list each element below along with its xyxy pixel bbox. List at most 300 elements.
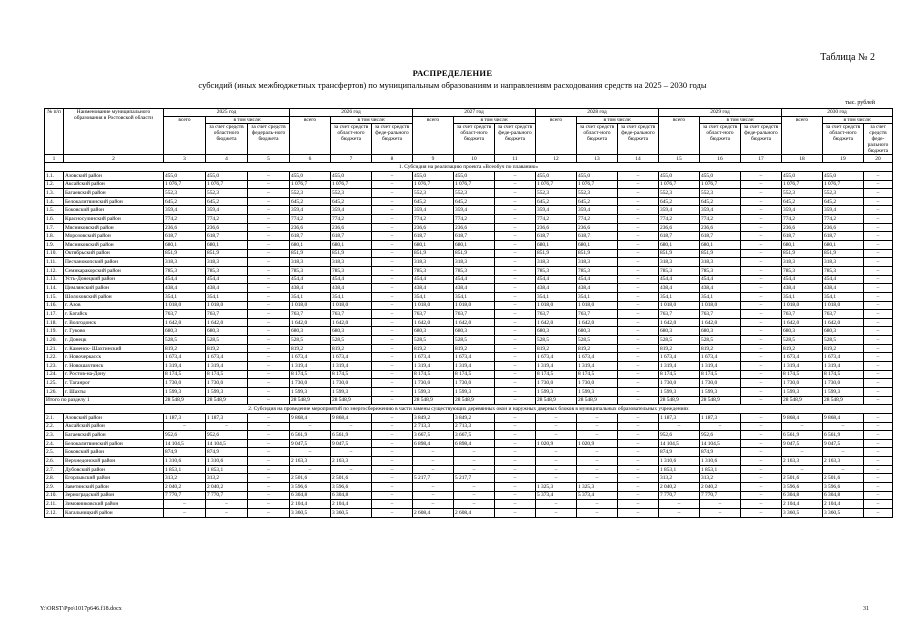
amount-cell: – — [413, 457, 454, 466]
municipality-name: г. Батайск — [64, 310, 164, 319]
table-row — [45, 344, 893, 353]
amount-total: 680,3 — [290, 327, 331, 336]
total-regional: 28 548,9 — [331, 396, 372, 405]
amount-total: 1 730,0 — [164, 379, 206, 388]
amount-federal: – — [618, 232, 659, 241]
header-year: 2029 год — [659, 109, 782, 117]
row-number: 1.10. — [45, 249, 64, 258]
amount-cell: – — [536, 422, 577, 431]
amount-total: 454,4 — [659, 275, 700, 284]
municipality-name: Семикаракорский район — [64, 266, 164, 275]
amount-federal: – — [248, 171, 290, 180]
amount-regional: 454,4 — [206, 275, 248, 284]
total-federal: – — [741, 396, 782, 405]
amount-regional: 1 599,3 — [577, 387, 618, 396]
amount-total: 1 018,0 — [782, 301, 823, 310]
amount-cell: 3 360,5 — [290, 508, 331, 517]
amount-cell: – — [864, 413, 893, 422]
amount-federal: – — [741, 387, 782, 396]
amount-cell: 2 040,2 — [164, 482, 206, 491]
amount-cell: 2 608,4 — [413, 508, 454, 517]
amount-total: 1 018,0 — [659, 301, 700, 310]
amount-total: 1 730,0 — [536, 379, 577, 388]
amount-total: 680,1 — [536, 241, 577, 250]
amount-total: 1 599,3 — [782, 387, 823, 396]
amount-cell: 9 868,4 — [290, 413, 331, 422]
amount-cell: – — [495, 457, 536, 466]
amount-regional: 354,1 — [331, 292, 372, 301]
row-number: 1.21. — [45, 344, 64, 353]
amount-regional: 354,1 — [823, 292, 864, 301]
amount-federal: – — [248, 387, 290, 396]
amount-federal: – — [618, 249, 659, 258]
amount-cell: – — [372, 448, 413, 457]
amount-total: 354,1 — [782, 292, 823, 301]
amount-federal: – — [495, 353, 536, 362]
amount-federal: – — [618, 223, 659, 232]
amount-federal: – — [741, 189, 782, 198]
document-subtitle: субсидий (иных межбюджетных трансфертов) по муниципальным образованиям и направлениям расходования средств на 2025 – 2030 годы — [198, 80, 707, 90]
amount-federal: – — [495, 258, 536, 267]
row-number: 1.24. — [45, 370, 64, 379]
amount-cell: – — [495, 439, 536, 448]
amount-total: 1 018,0 — [536, 301, 577, 310]
amount-total: 1 319,4 — [164, 362, 206, 371]
amount-regional: 318,3 — [206, 258, 248, 267]
amount-cell: – — [741, 422, 782, 431]
amount-cell: – — [864, 474, 893, 483]
amount-total: 1 642,0 — [659, 318, 700, 327]
table-row — [45, 491, 893, 500]
amount-cell: 6 561,9 — [290, 431, 331, 440]
amount-federal: – — [372, 387, 413, 396]
amount-federal: – — [618, 284, 659, 293]
amount-regional: 1 319,4 — [577, 362, 618, 371]
amount-cell: – — [700, 500, 741, 509]
table-row — [45, 318, 893, 327]
amount-regional: 851,9 — [454, 249, 495, 258]
amount-total: 354,1 — [659, 292, 700, 301]
table-header — [45, 109, 893, 163]
amount-cell: – — [782, 465, 823, 474]
total-amount: 28 548,9 — [782, 396, 823, 405]
amount-federal: – — [864, 171, 893, 180]
municipality-name: г. Каменск- Шахтинский — [64, 344, 164, 353]
amount-federal: – — [372, 310, 413, 319]
amount-cell: – — [618, 491, 659, 500]
amount-federal: – — [741, 275, 782, 284]
amount-total: 774,2 — [782, 215, 823, 224]
amount-federal: – — [741, 197, 782, 206]
amount-federal: – — [248, 223, 290, 232]
amount-total: 1 076,7 — [659, 180, 700, 189]
amount-total: 1 319,4 — [659, 362, 700, 371]
amount-cell: 2 104,4 — [782, 500, 823, 509]
amount-cell: 2 163,3 — [331, 457, 372, 466]
amount-regional: 785,3 — [577, 266, 618, 275]
amount-regional: 1 673,4 — [577, 353, 618, 362]
amount-regional: 785,3 — [206, 266, 248, 275]
amount-cell: – — [164, 422, 206, 431]
amount-cell: 2 501,6 — [331, 474, 372, 483]
amount-total: 1 018,0 — [164, 301, 206, 310]
amount-cell: 313,2 — [659, 474, 700, 483]
amount-cell: – — [577, 508, 618, 517]
total-amount: 28 548,9 — [164, 396, 206, 405]
amount-total: 438,4 — [413, 284, 454, 293]
row-number: 1.11. — [45, 258, 64, 267]
amount-cell: – — [372, 431, 413, 440]
table-row — [45, 448, 893, 457]
amount-federal: – — [495, 206, 536, 215]
column-number: 20 — [864, 155, 893, 163]
amount-cell: – — [206, 422, 248, 431]
amount-federal: – — [864, 344, 893, 353]
amount-total: 318,3 — [536, 258, 577, 267]
amount-federal: – — [248, 275, 290, 284]
amount-total: 1 599,3 — [164, 387, 206, 396]
amount-regional: 318,3 — [823, 258, 864, 267]
municipality-name: г. Таганрог — [64, 379, 164, 388]
amount-cell: 1 187,3 — [659, 413, 700, 422]
amount-federal: – — [864, 284, 893, 293]
amount-federal: – — [741, 215, 782, 224]
amount-total: 438,4 — [290, 284, 331, 293]
amount-regional: 454,4 — [454, 275, 495, 284]
amount-cell: 2 163,3 — [290, 457, 331, 466]
amount-regional: 680,3 — [700, 327, 741, 336]
row-number: 2.1. — [45, 413, 64, 422]
column-number: 15 — [659, 155, 700, 163]
amount-total: 528,5 — [782, 336, 823, 345]
amount-cell: – — [536, 465, 577, 474]
header-federal-budget: за счет средств феде-рального бюджета — [864, 124, 893, 155]
column-number: 7 — [331, 155, 372, 163]
amount-total: 1 642,0 — [164, 318, 206, 327]
municipality-name: Кагальницкий район — [64, 508, 164, 517]
amount-regional: 763,7 — [331, 310, 372, 319]
amount-regional: 318,3 — [577, 258, 618, 267]
header-federal-budget: за счет средств феде-рального бюджета — [618, 124, 659, 155]
amount-cell: – — [700, 422, 741, 431]
amount-cell: 2 713,3 — [454, 422, 495, 431]
amount-regional: 680,1 — [454, 241, 495, 250]
amount-regional: 645,2 — [331, 197, 372, 206]
row-number: 1.2. — [45, 180, 64, 189]
amount-federal: – — [864, 292, 893, 301]
column-number: 8 — [372, 155, 413, 163]
amount-cell: – — [248, 422, 290, 431]
amount-cell: 952,6 — [206, 431, 248, 440]
amount-cell: – — [741, 482, 782, 491]
amount-federal: – — [495, 379, 536, 388]
amount-federal: – — [495, 370, 536, 379]
header-total: всего — [413, 117, 454, 155]
column-number: 18 — [782, 155, 823, 163]
column-number: 14 — [618, 155, 659, 163]
amount-cell: 952,6 — [164, 431, 206, 440]
amount-federal: – — [248, 301, 290, 310]
amount-federal: – — [495, 362, 536, 371]
table-row — [45, 336, 893, 345]
amount-total: 236,6 — [782, 223, 823, 232]
amount-cell: – — [248, 500, 290, 509]
amount-cell: – — [206, 500, 248, 509]
total-regional: 28 548,9 — [454, 396, 495, 405]
table-row — [45, 439, 893, 448]
amount-cell: – — [618, 457, 659, 466]
amount-federal: – — [495, 215, 536, 224]
amount-federal: – — [741, 370, 782, 379]
row-number: 1.6. — [45, 215, 64, 224]
table-row — [45, 223, 893, 232]
amount-federal: – — [248, 284, 290, 293]
amount-total: 1 319,4 — [536, 362, 577, 371]
amount-total: 618,7 — [782, 232, 823, 241]
amount-federal: – — [618, 344, 659, 353]
amount-regional: 528,5 — [454, 336, 495, 345]
amount-total: 851,9 — [782, 249, 823, 258]
amount-total: 528,5 — [413, 336, 454, 345]
amount-cell: – — [864, 439, 893, 448]
amount-cell: 313,2 — [700, 474, 741, 483]
amount-cell: – — [864, 465, 893, 474]
amount-cell: – — [618, 482, 659, 491]
total-regional: 28 548,9 — [700, 396, 741, 405]
amount-cell: – — [495, 491, 536, 500]
amount-federal: – — [618, 387, 659, 396]
amount-cell: – — [495, 431, 536, 440]
amount-federal: – — [864, 362, 893, 371]
amount-total: 680,1 — [659, 241, 700, 250]
amount-regional: 618,7 — [700, 232, 741, 241]
amount-total: 552,3 — [782, 189, 823, 198]
amount-total: 774,2 — [164, 215, 206, 224]
amount-total: 680,3 — [782, 327, 823, 336]
amount-total: 645,2 — [659, 197, 700, 206]
municipality-name: Зимовниковский район — [64, 500, 164, 509]
amount-regional: 1 076,7 — [331, 180, 372, 189]
amount-federal: – — [864, 353, 893, 362]
amount-total: 552,3 — [413, 189, 454, 198]
amount-federal: – — [741, 292, 782, 301]
table-row — [45, 292, 893, 301]
amount-regional: 1 018,0 — [700, 301, 741, 310]
amount-regional: 1 319,4 — [823, 362, 864, 371]
amount-regional: 851,9 — [577, 249, 618, 258]
amount-regional: 851,9 — [206, 249, 248, 258]
amount-regional: 680,1 — [331, 241, 372, 250]
amount-total: 851,9 — [659, 249, 700, 258]
amount-cell: – — [741, 413, 782, 422]
amount-federal: – — [864, 336, 893, 345]
column-number: 19 — [823, 155, 864, 163]
total-federal: – — [864, 396, 893, 405]
amount-regional: 8 174,5 — [206, 370, 248, 379]
table-body — [45, 163, 893, 517]
amount-cell: – — [290, 465, 331, 474]
amount-regional: 763,7 — [577, 310, 618, 319]
amount-regional: 785,3 — [331, 266, 372, 275]
amount-total: 528,5 — [659, 336, 700, 345]
amount-regional: 1 076,7 — [577, 180, 618, 189]
amount-federal: – — [618, 180, 659, 189]
amount-total: 236,6 — [659, 223, 700, 232]
amount-regional: 645,2 — [454, 197, 495, 206]
amount-total: 8 174,5 — [782, 370, 823, 379]
amount-regional: 455,0 — [331, 171, 372, 180]
distribution-table — [44, 108, 893, 518]
amount-regional: 618,7 — [206, 232, 248, 241]
row-number: 1.8. — [45, 232, 64, 241]
amount-federal: – — [495, 292, 536, 301]
amount-total: 1 076,7 — [413, 180, 454, 189]
amount-cell: 7 770,7 — [700, 491, 741, 500]
amount-cell: – — [248, 457, 290, 466]
amount-cell: – — [577, 474, 618, 483]
amount-total: 819,2 — [536, 344, 577, 353]
amount-cell: – — [741, 491, 782, 500]
header-including: в том числе: — [700, 117, 782, 124]
amount-regional: 1 076,7 — [823, 180, 864, 189]
amount-regional: 8 174,5 — [823, 370, 864, 379]
header-year: 2030 год — [782, 109, 893, 117]
amount-federal: – — [864, 258, 893, 267]
amount-cell: 7 770,7 — [659, 491, 700, 500]
amount-cell: 1 853,1 — [206, 465, 248, 474]
section-title-row — [45, 163, 893, 172]
amount-federal: – — [618, 206, 659, 215]
amount-regional: 680,3 — [577, 327, 618, 336]
amount-regional: 236,6 — [331, 223, 372, 232]
amount-cell: – — [823, 448, 864, 457]
amount-total: 1 076,7 — [536, 180, 577, 189]
amount-cell: – — [495, 482, 536, 491]
table-row — [45, 275, 893, 284]
amount-total: 8 174,5 — [413, 370, 454, 379]
amount-regional: 318,3 — [700, 258, 741, 267]
amount-cell: – — [536, 508, 577, 517]
amount-cell: 6 561,9 — [331, 431, 372, 440]
amount-regional: 454,4 — [700, 275, 741, 284]
amount-cell: – — [248, 474, 290, 483]
amount-total: 785,3 — [290, 266, 331, 275]
amount-federal: – — [248, 344, 290, 353]
amount-cell: – — [248, 465, 290, 474]
amount-federal: – — [495, 171, 536, 180]
amount-regional: 438,4 — [700, 284, 741, 293]
amount-federal: – — [372, 215, 413, 224]
amount-cell: – — [372, 413, 413, 422]
amount-regional: 236,6 — [454, 223, 495, 232]
amount-federal: – — [495, 301, 536, 310]
amount-federal: – — [741, 344, 782, 353]
amount-regional: 528,5 — [206, 336, 248, 345]
municipality-name: г. Азов — [64, 301, 164, 310]
amount-federal: – — [495, 387, 536, 396]
amount-regional: 438,4 — [331, 284, 372, 293]
amount-federal: – — [741, 266, 782, 275]
amount-federal: – — [495, 327, 536, 336]
amount-federal: – — [248, 292, 290, 301]
amount-cell: 9 047,5 — [290, 439, 331, 448]
amount-regional: 1 730,0 — [331, 379, 372, 388]
municipality-name: Азовский район — [64, 413, 164, 422]
amount-cell: 2 040,2 — [206, 482, 248, 491]
amount-cell: 1 187,3 — [700, 413, 741, 422]
amount-cell: – — [495, 465, 536, 474]
amount-federal: – — [372, 362, 413, 371]
amount-federal: – — [495, 241, 536, 250]
column-number: 6 — [290, 155, 331, 163]
amount-cell: – — [618, 431, 659, 440]
amount-federal: – — [372, 180, 413, 189]
amount-total: 851,9 — [290, 249, 331, 258]
row-number: 2.11. — [45, 500, 64, 509]
amount-cell: 2 501,6 — [782, 474, 823, 483]
amount-cell: – — [372, 474, 413, 483]
amount-total: 618,7 — [536, 232, 577, 241]
amount-regional: 680,1 — [823, 241, 864, 250]
amount-regional: 1 673,4 — [823, 353, 864, 362]
amount-cell: 1 020,9 — [536, 439, 577, 448]
amount-regional: 645,2 — [577, 197, 618, 206]
amount-total: 1 018,0 — [413, 301, 454, 310]
table-row — [45, 266, 893, 275]
amount-cell: – — [823, 422, 864, 431]
amount-federal: – — [618, 301, 659, 310]
amount-regional: 455,0 — [700, 171, 741, 180]
table-row — [45, 370, 893, 379]
amount-total: 1 642,0 — [290, 318, 331, 327]
amount-total: 552,3 — [659, 189, 700, 198]
amount-federal: – — [741, 258, 782, 267]
column-number: 9 — [413, 155, 454, 163]
amount-cell: – — [248, 448, 290, 457]
amount-cell: – — [536, 448, 577, 457]
amount-federal: – — [372, 171, 413, 180]
row-number: 1.25. — [45, 379, 64, 388]
municipality-name: г. Гуково — [64, 327, 164, 336]
amount-regional: 552,3 — [823, 189, 864, 198]
amount-total: 1 076,7 — [782, 180, 823, 189]
amount-total: 318,3 — [782, 258, 823, 267]
amount-federal: – — [618, 215, 659, 224]
amount-federal: – — [495, 189, 536, 198]
amount-total: 618,7 — [290, 232, 331, 241]
header-total: всего — [290, 117, 331, 155]
amount-total: 236,6 — [290, 223, 331, 232]
column-number: 2 — [64, 155, 164, 163]
amount-total: 318,3 — [413, 258, 454, 267]
table-row — [45, 353, 893, 362]
table-row — [45, 387, 893, 396]
amount-regional: 774,2 — [454, 215, 495, 224]
amount-cell: – — [372, 508, 413, 517]
amount-regional: 1 599,3 — [700, 387, 741, 396]
amount-total: 8 174,5 — [290, 370, 331, 379]
municipality-name: Цимлянский район — [64, 284, 164, 293]
amount-total: 8 174,5 — [164, 370, 206, 379]
amount-cell: – — [659, 422, 700, 431]
amount-total: 438,4 — [536, 284, 577, 293]
table-row — [45, 197, 893, 206]
amount-total: 645,2 — [536, 197, 577, 206]
amount-federal: – — [864, 180, 893, 189]
amount-regional: 819,2 — [331, 344, 372, 353]
amount-cell: – — [495, 474, 536, 483]
amount-federal: – — [248, 370, 290, 379]
